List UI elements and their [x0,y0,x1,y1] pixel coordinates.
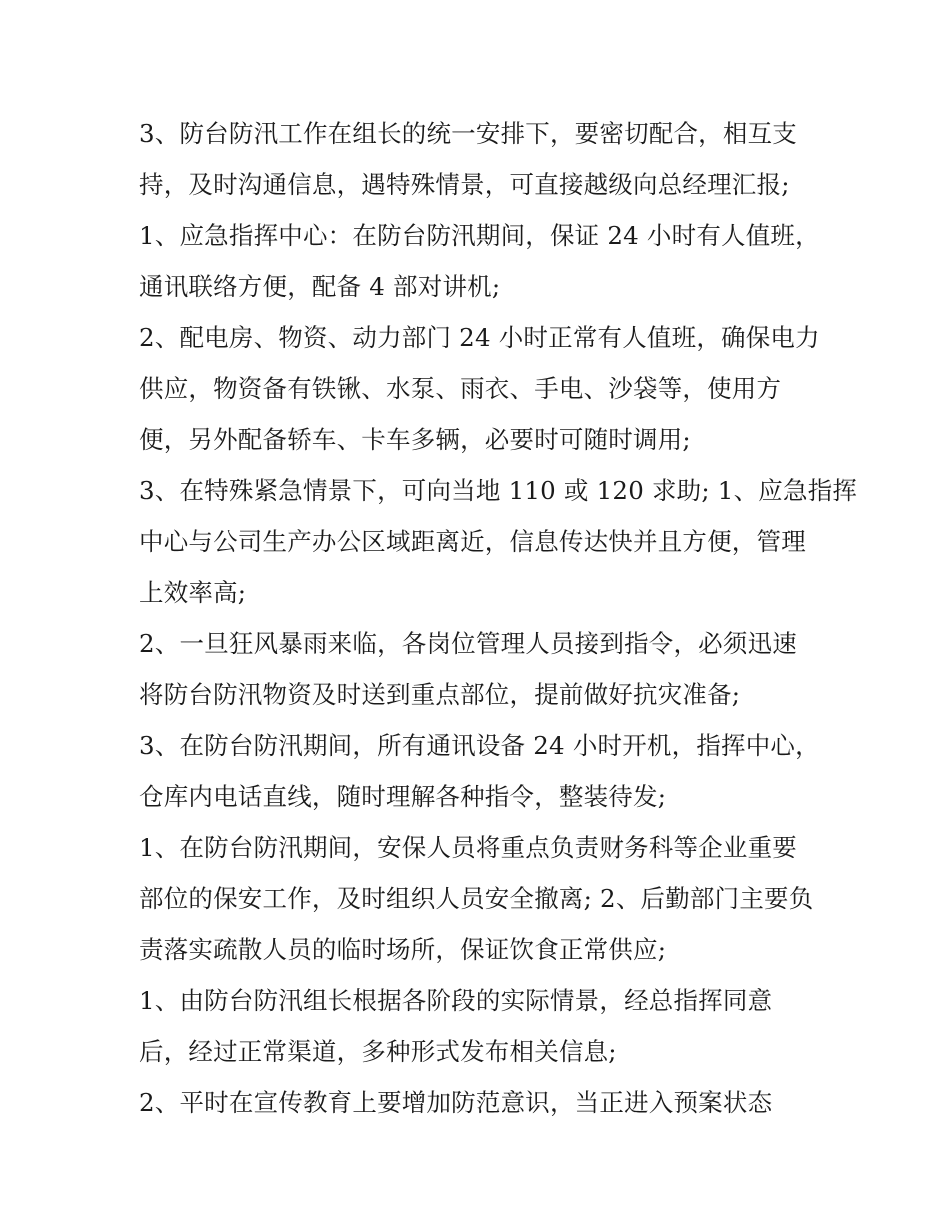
text-line: 1、应急指挥中心：在防台防汛期间，保证 24 小时有人值班， [139,221,820,250]
text-line: 部位的保安工作，及时组织人员安全撤离; 2、后勤部门主要负 [139,884,814,913]
text-line: 供应，物资备有铁锹、水泵、雨衣、手电、沙袋等，使用方 [139,374,782,403]
document-body [139,108,858,1128]
text-line: 便，另外配备轿车、卡车多辆，必要时可随时调用; [139,425,691,454]
text-line: 仓库内电话直线，随时理解各种指令，整装待发; [139,782,667,811]
text-line: 上效率高; [139,578,247,607]
text-line: 中心与公司生产办公区域距离近，信息传达快并且方便，管理 [139,527,806,556]
text-line: 3、防台防汛工作在组长的统一安排下，要密切配合，相互支 [139,119,797,148]
text-line: 后，经过正常渠道，多种形式发布相关信息; [139,1037,617,1066]
text-line: 将防台防汛物资及时送到重点部位，提前做好抗灾准备; [139,680,741,709]
text-line: 1、由防台防汛组长根据各阶段的实际情景，经总指挥同意 [139,986,773,1015]
text-line: 2、一旦狂风暴雨来临，各岗位管理人员接到指令，必须迅速 [139,629,797,658]
text-line: 3、在特殊紧急情景下，可向当地 110 或 120 求助; 1、应急指挥 [139,476,858,505]
text-line: 1、在防台防汛期间，安保人员将重点负责财务科等企业重要 [139,833,797,862]
text-line: 责落实疏散人员的临时场所，保证饮食正常供应; [139,935,667,964]
text-line: 通讯联络方便，配备 4 部对讲机; [139,272,501,301]
text-line: 持，及时沟通信息，遇特殊情景，可直接越级向总经理汇报; [139,170,790,199]
text-line: 2、平时在宣传教育上要增加防范意识，当正进入预案状态 [139,1088,773,1117]
text-line: 3、在防台防汛期间，所有通讯设备 24 小时开机，指挥中心， [139,731,820,760]
text-line: 2、配电房、物资、动力部门 24 小时正常有人值班，确保电力 [139,323,820,352]
